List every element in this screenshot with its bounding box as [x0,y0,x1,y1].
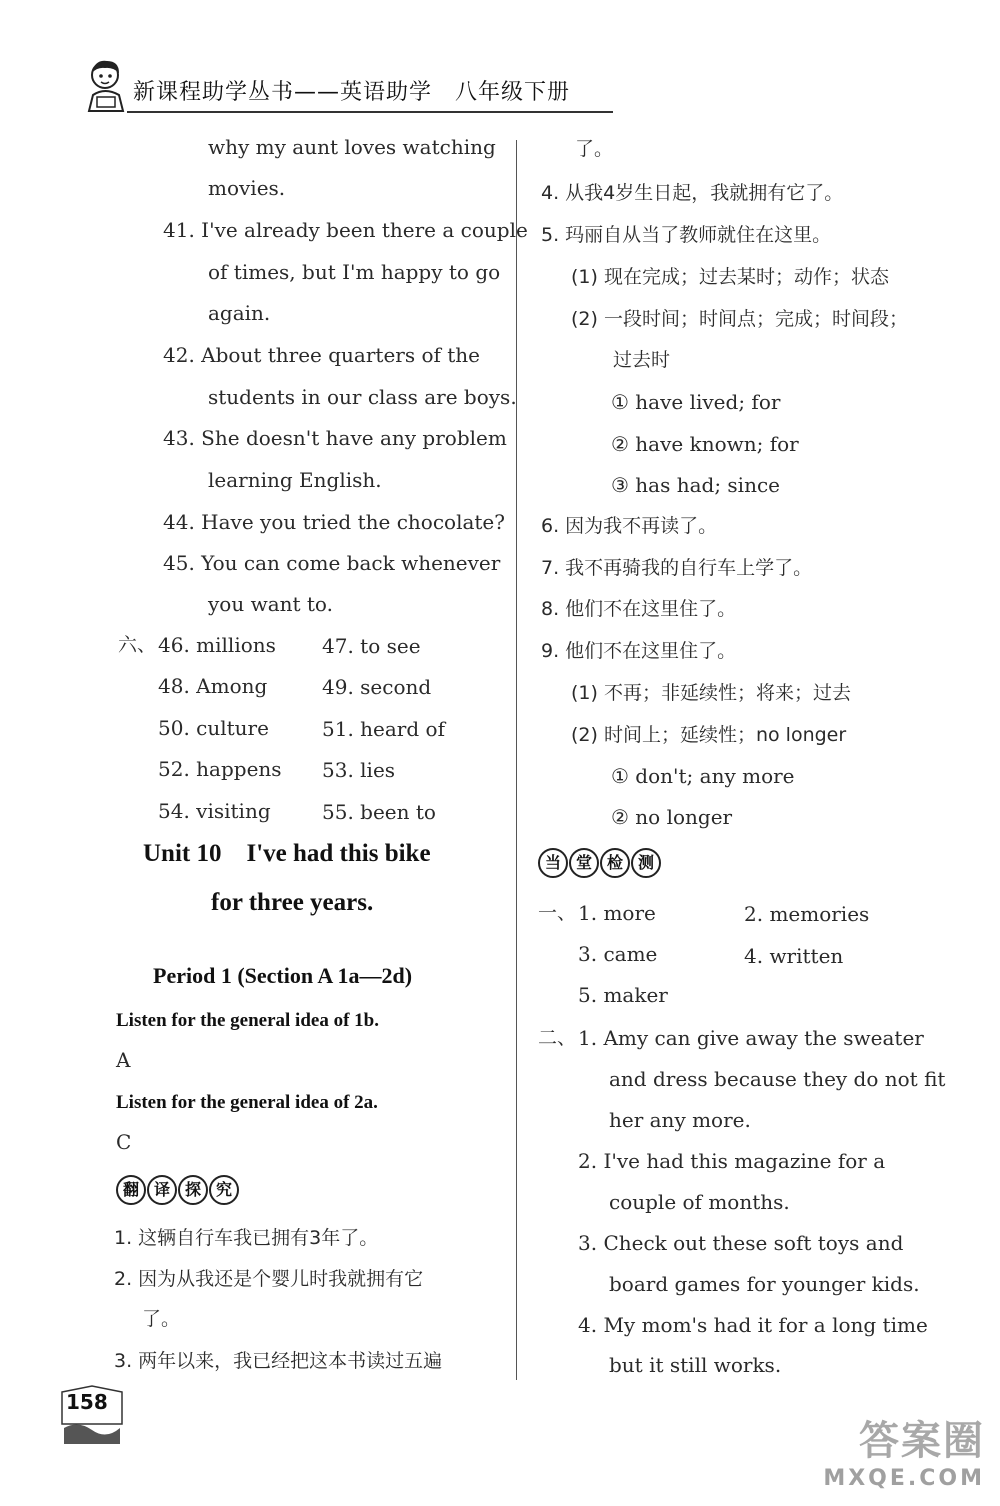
page-number: 158 [66,1390,108,1414]
answer-line: and dress because they do not fit [609,1067,946,1091]
answer-cell: 51. heard of [322,717,445,741]
header-title: 新课程助学丛书——英语助学 八年级下册 [133,80,571,105]
answer-line: students in our class are boys. [208,385,517,409]
answer-line: movies. [208,176,286,200]
answer-line: ① don't; any more [611,764,795,788]
answer-cell: 4. written [744,944,844,968]
listen-heading: Listen for the general idea of 1b. [116,1010,379,1031]
listen-heading: Listen for the general idea of 2a. [116,1092,378,1113]
answer-line: 过去时 [613,349,671,371]
answer-line: ① have lived; for [611,390,781,414]
badge-char: 究 [209,1175,239,1205]
translation-item: 1. 这辆自行车我已拥有3年了。 [114,1227,379,1249]
badge-char: 测 [631,848,661,878]
badge-char: 探 [178,1175,208,1205]
translation-item: 3. 两年以来，我已经把这本书读过五遍 [114,1350,443,1372]
answer-cell: 3. came [578,942,658,966]
answer-line: board games for younger kids. [609,1272,920,1296]
answer-line: but it still works. [609,1353,782,1377]
badge-char: 译 [147,1175,177,1205]
badge-char: 翻 [116,1175,146,1205]
answer-line: 41. I've already been there a couple [163,218,528,242]
answer-line: 4. 从我4岁生日起，我就拥有它了。 [541,182,844,204]
badge-char: 当 [538,848,568,878]
answer-line: learning English. [208,468,382,492]
answer-cell: 46. millions [158,633,276,657]
badge-char: 检 [600,848,630,878]
answer-cell: 2. memories [744,902,870,926]
answer-line: 8. 他们不在这里住了。 [541,598,737,620]
answer-line: ② have known; for [611,432,799,456]
listen-answer: C [116,1130,132,1154]
answer-line: ② no longer [611,805,733,829]
answer-line: you want to. [208,592,333,616]
watermark [823,1409,985,1491]
answer-cell: 55. been to [322,800,436,824]
listen-answer: A [116,1048,131,1072]
answer-line: (1) 不再；非延续性；将来；过去 [571,682,851,704]
watermark-main: 答案圈 [859,1418,985,1464]
quiz-section-badge [538,848,661,878]
answer-line: 4. My mom's had it for a long time [578,1313,928,1337]
answer-cell: 1. more [578,901,656,925]
answer-cell: 49. second [322,675,432,699]
answer-line: her any more. [609,1108,751,1132]
answer-line: 1. Amy can give away the sweater [578,1026,924,1050]
unit-title: Unit 10 I've had this bike [143,840,431,867]
answer-cell: 52. happens [158,757,282,781]
answer-line: (2) 一段时间；时间点；完成；时间段； [571,308,908,330]
unit-subtitle: for three years. [211,889,374,916]
watermark-url: MXQE.COM [823,1466,985,1491]
answer-line: 6. 因为我不再读了。 [541,515,718,537]
page-number-box [58,1384,128,1448]
answer-line: why my aunt loves watching [208,135,496,159]
answer-line: (2) 时间上；延续性；no longer [571,724,847,746]
column-divider [516,140,517,1380]
header-rule [127,111,613,113]
section-marker: 一、 [538,902,577,924]
badge-char: 堂 [569,848,599,878]
answer-line: 42. About three quarters of the [163,343,481,367]
answer-line: 3. Check out these soft toys and [578,1231,904,1255]
answer-line: 了。 [575,138,614,160]
answer-line: 9. 他们不在这里住了。 [541,640,737,662]
answer-line: 44. Have you tried the chocolate? [163,510,505,534]
answer-cell: 50. culture [158,716,269,740]
answer-line: again. [208,301,271,325]
answer-line: 5. 玛丽自从当了教师就住在这里。 [541,224,832,246]
translation-item: 了。 [142,1308,181,1330]
answer-cell: 47. to see [322,634,421,658]
page-header [55,55,571,125]
answer-cell: 48. Among [158,674,268,698]
answer-cell: 53. lies [322,758,396,782]
answer-line: ③ has had; since [611,473,780,497]
section-marker: 六、 [118,634,157,656]
answer-line: of times, but I'm happy to go [208,260,501,284]
answer-line: 43. She doesn't have any problem [163,426,507,450]
answer-line: couple of months. [609,1190,790,1214]
translation-section-badge [116,1175,239,1205]
answer-cell: 54. visiting [158,799,271,823]
translation-item: 2. 因为从我还是个婴儿时我就拥有它 [114,1268,424,1290]
answer-line: 7. 我不再骑我的自行车上学了。 [541,557,813,579]
answer-cell: 5. maker [578,983,668,1007]
girl-reading-icon [83,55,131,117]
answer-line: 2. I've had this magazine for a [578,1149,886,1173]
period-title: Period 1 (Section A 1a—2d) [153,963,413,988]
answer-line: (1) 现在完成；过去某时；动作；状态 [571,266,889,288]
section-marker: 二、 [538,1027,577,1049]
answer-line: 45. You can come back whenever [163,551,501,575]
